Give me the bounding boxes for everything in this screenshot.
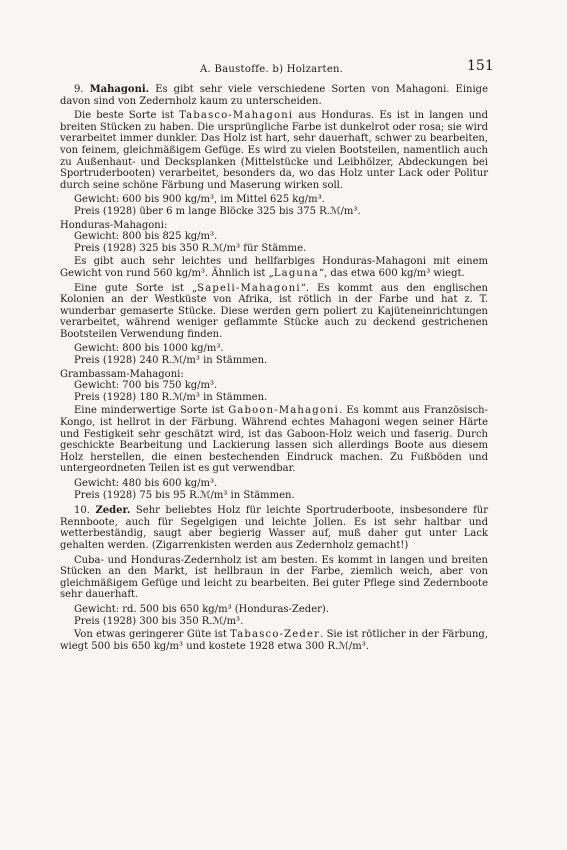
spec-block xyxy=(60,343,488,366)
spec-block xyxy=(60,194,488,217)
spec-label: Honduras-Mahagoni: xyxy=(60,219,168,231)
text: Es gibt auch sehr leichtes und hellfarbiges Honduras-Mahagoni mit einem Gewicht von rund 560 kg/m³. Ähnlich ist „ xyxy=(60,256,488,279)
paragraph: Cuba- und Honduras-Zedernholz ist am besten. Es kommt in langen und breiten Stücken an den Markt, ist hellbraun in der Farbe, ziemlich weich, aber von gleichmäßigem Gefüge und leicht zu bearbeiten. Bei guter Pflege sind Zedernboote sehr dauerhaft. xyxy=(60,554,488,601)
weight-line: Gewicht: 480 bis 600 kg/m³. xyxy=(74,478,218,489)
paragraph xyxy=(60,405,488,475)
price-line: Preis (1928) 75 bis 95 R.ℳ/m³ in Stämmen. xyxy=(74,489,295,501)
term: Tabasco-Mahagoni xyxy=(179,110,294,122)
paragraph xyxy=(60,629,488,652)
page-body xyxy=(60,84,488,655)
weight-line: Gewicht: 700 bis 750 kg/m³. xyxy=(74,380,218,392)
spec-block xyxy=(60,369,488,404)
text: “. Es kommt aus den englischen Kolonien an der Westküste von Afrika, ist rötlich in der Farbe und hat z. T. wunderbar gemaserte Stücke. Diese werden gern poliert zu Kajüteneinrichtungen verarbeitet, während weniger geflammte Stücke auch zu deckend gestrichenen Bootsteilen Verwendung finden. xyxy=(60,282,488,340)
price-line: Preis (1928) 180 R.ℳ/m³ in Stämmen. xyxy=(74,391,268,403)
weight-line: Gewicht: 800 bis 825 kg/m³. xyxy=(74,231,218,243)
weight-line: Gewicht: rd. 500 bis 650 kg/m³ (Honduras-Zeder). xyxy=(74,603,329,615)
text: . Es kommt aus Französisch-Kongo, ist hellrot in der Färbung. Während echtes Mahagoni wegen seiner Härte und Festigkeit sehr geschätzt wird, ist das Gaboon-Holz weich und faserig. Durch geschickte Bearbeitung und Lackierung lassen sich allerdings Boote aus diesem Holz herstellen, die einen bestechenden Eindruck machen. Zu Fußböden und untergeordneten Teilen ist es gut verwendbar. xyxy=(60,405,488,475)
price-line: Preis (1928) 300 bis 350 R.ℳ/m³. xyxy=(74,615,244,627)
running-head: A. Baustoffe. b) Holzarten. xyxy=(200,64,344,75)
weight-line: Gewicht: 600 bis 900 kg/m³, im Mittel 625 kg/m³. xyxy=(74,194,325,206)
weight-line: Gewicht: 800 bis 1000 kg/m³. xyxy=(74,343,224,355)
section-mahagoni-intro xyxy=(60,84,488,107)
price-line: Preis (1928) über 6 m lange Blöcke 325 bis 375 R.ℳ/m³. xyxy=(74,205,361,217)
text: Die beste Sorte ist xyxy=(74,110,180,122)
text: Eine minderwertige Sorte ist xyxy=(74,405,229,417)
paragraph xyxy=(60,283,488,341)
section-title: Zeder. xyxy=(95,505,131,517)
spec-label: Grambassam-Mahagoni: xyxy=(60,368,184,380)
paragraph xyxy=(60,110,488,191)
term: Laguna xyxy=(273,267,319,279)
section-title: Mahagoni. xyxy=(89,84,150,95)
text: “, das etwa 600 kg/m³ wiegt. xyxy=(318,267,465,279)
term: Tabasco-Zeder xyxy=(230,629,321,641)
paragraph xyxy=(60,256,488,279)
spec-block xyxy=(60,604,488,627)
intro-text: Sehr beliebtes Holz für leichte Sportruderboote, insbesondere für Rennboote, auch für Segelgigen und leichte Jollen. Es ist sehr haltbar und wetterbeständig, saugt aber begierig Wasser auf, muß daher gut unter Lack gehalten werden. (Zigarrenkisten werden aus Zedernholz gemacht!) xyxy=(60,505,488,551)
text: . Sie ist rötlicher in der Färbung, wiegt 500 bis 650 kg/m³ und kostete 1928 etwa 300 R.ℳ/m³. xyxy=(60,629,489,652)
spec-block xyxy=(60,220,488,255)
term: Gaboon-Mahagoni xyxy=(228,405,340,417)
term: Sapeli-Mahagoni xyxy=(197,282,301,294)
price-line: Preis (1928) 325 bis 350 R.ℳ/m³ für Stämme. xyxy=(74,242,307,254)
page-number: 151 xyxy=(467,58,494,74)
price-line: Preis (1928) 240 R.ℳ/m³ in Stämmen. xyxy=(74,355,268,367)
section-number: 9. xyxy=(74,84,84,95)
section-zeder-intro xyxy=(60,505,488,551)
text: Eine gute Sorte ist „ xyxy=(74,282,198,294)
text: Von etwas geringerer Güte ist xyxy=(74,629,231,641)
section-number: 10. xyxy=(74,505,90,517)
spec-block xyxy=(60,478,488,501)
intro-text: Es gibt sehr viele verschiedene Sorten von Mahagoni. Einige davon sind von Zedernholz kaum zu unterscheiden. xyxy=(60,84,488,107)
text: aus Honduras. Es ist in langen und breiten Stücken zu haben. Die ursprüngliche Farbe ist dunkelrot oder rosa; sie wird verarbeitet immer dunkler. Das Holz ist hart, sehr dauerhaft, schwer zu bearbeiten, von feinem, gleichmäßigem Gefüge. Es wird zu vielen Bootsteilen, namentlich auch zu Außenhaut- und Decksplanken (Mittelstücke und Leibhölzer, Abdeckungen bei Sportruderbooten) verarbeitet, besonders da, wo das Holz unter Lack oder Politur durch seine schöne Färbung und Maserung wirken soll. xyxy=(60,110,488,191)
